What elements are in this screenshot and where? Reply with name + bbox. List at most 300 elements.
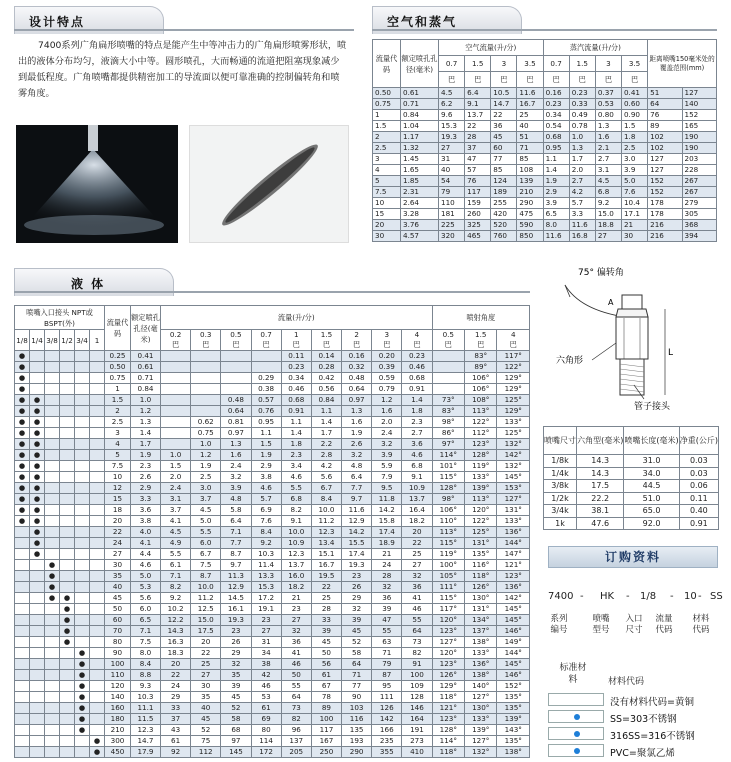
size-dot-cell xyxy=(15,549,30,560)
liquid-cell: 142° xyxy=(497,593,530,604)
liquid-cell: 19.3 xyxy=(342,560,372,571)
liquid-cell: 0.46 xyxy=(281,384,311,395)
size-dot-cell xyxy=(90,505,105,516)
liquid-cell: 6.7 xyxy=(311,483,341,494)
air-table-row xyxy=(373,198,717,209)
liquid-cell xyxy=(432,373,464,384)
size-dot-cell xyxy=(45,439,60,450)
liquid-cell: 1.1 xyxy=(311,406,341,417)
liquid-cell: 113° xyxy=(432,527,464,538)
air-cell: 0.34 xyxy=(543,110,569,121)
air-cell: 30 xyxy=(621,231,647,242)
order-code-part: - xyxy=(580,591,584,602)
liquid-cell: 7.1 xyxy=(131,626,161,637)
dim-a-label: A xyxy=(608,298,614,307)
air-cell: 1.6 xyxy=(595,132,621,143)
size-dot-cell: ● xyxy=(30,428,45,439)
liquid-cell: 136° xyxy=(465,659,497,670)
air-steam-table xyxy=(372,39,717,242)
size-dot-cell: ● xyxy=(75,670,90,681)
liq-angle-p-0 xyxy=(432,330,464,351)
air-cell: 89 xyxy=(648,121,682,132)
size-dot-cell: ● xyxy=(15,373,30,384)
size-dot-cell xyxy=(15,736,30,747)
air-title: 空气和蒸气 xyxy=(387,15,458,29)
air-cell: 465 xyxy=(465,231,491,242)
liquid-cell: 24 xyxy=(161,681,191,692)
liquid-cell: 113° xyxy=(465,406,497,417)
air-pressure-0: 0.7 xyxy=(439,56,465,72)
air-cell: 420 xyxy=(491,209,517,220)
liquid-cell: 5 xyxy=(105,450,131,461)
liquid-cell: 4.8 xyxy=(342,461,372,472)
air-cell: 108 xyxy=(517,165,543,176)
dim-cell: 3/4k xyxy=(544,505,577,518)
size-dot-cell xyxy=(75,615,90,626)
liquid-cell: 75 xyxy=(191,736,221,747)
material-code-label: 材料代码 xyxy=(608,677,645,687)
liquid-cell: 14.5 xyxy=(221,593,251,604)
liquid-cell: 37 xyxy=(161,714,191,725)
liquid-cell: 2.9 xyxy=(131,483,161,494)
liquid-cell: 3.4 xyxy=(281,461,311,472)
air-cell: 27 xyxy=(595,231,621,242)
liquid-table-row xyxy=(15,736,530,747)
size-dot-cell xyxy=(60,670,75,681)
air-cell: 1.7 xyxy=(569,154,595,165)
liquid-cell: 123° xyxy=(432,659,464,670)
std-material-label: 标准材料 xyxy=(559,663,587,685)
liquid-cell: 6.1 xyxy=(161,560,191,571)
air-cell: 255 xyxy=(491,198,517,209)
size-dot-cell xyxy=(45,637,60,648)
liquid-table-row xyxy=(15,505,530,516)
liquid-cell: 34 xyxy=(251,648,281,659)
liq-flow-p-val: 1.5 xyxy=(320,330,333,339)
size-dot-cell xyxy=(60,461,75,472)
order-code-label: 系列编号 xyxy=(550,614,568,635)
air-cell: 3.1 xyxy=(595,165,621,176)
size-dot-cell: ● xyxy=(75,681,90,692)
liquid-cell xyxy=(161,439,191,450)
air-cell: 1.5 xyxy=(373,121,401,132)
size-dot-cell: ● xyxy=(15,516,30,527)
size-dot-cell xyxy=(75,373,90,384)
liq-flow-p-unit: 巴 xyxy=(322,340,331,349)
liquid-cell xyxy=(432,351,464,362)
liquid-cell: 8.2 xyxy=(161,582,191,593)
liquid-table-row xyxy=(15,417,530,428)
size-dot-cell: ● xyxy=(15,406,30,417)
liquid-cell: 100 xyxy=(311,714,341,725)
size-dot-cell xyxy=(90,516,105,527)
air-cell: 190 xyxy=(682,143,717,154)
air-cell: 6.5 xyxy=(543,209,569,220)
liquid-cell: 25 xyxy=(402,549,432,560)
liquid-cell: 136° xyxy=(497,527,530,538)
air-cell: 0.41 xyxy=(621,88,647,99)
liquid-cell: 0.84 xyxy=(311,395,341,406)
liquid-cell: 10.0 xyxy=(191,582,221,593)
air-cell: 320 xyxy=(439,231,465,242)
air-cell: 140 xyxy=(682,99,717,110)
liquid-cell: 5.0 xyxy=(131,571,161,582)
liquid-cell: 129° xyxy=(432,681,464,692)
liquid-cell: 20 xyxy=(402,527,432,538)
liquid-cell: 355 xyxy=(372,747,402,758)
liquid-cell: 3.1 xyxy=(161,494,191,505)
liquid-cell: 146° xyxy=(497,670,530,681)
liquid-cell: 8.2 xyxy=(281,505,311,516)
liquid-cell: 2.4 xyxy=(372,428,402,439)
liquid-cell: 125° xyxy=(497,428,530,439)
air-cell: 520 xyxy=(491,220,517,231)
size-dot-cell xyxy=(60,549,75,560)
liquid-cell: 61 xyxy=(161,736,191,747)
air-table-row xyxy=(373,165,717,176)
liq-h-dia: 额定喷孔孔径(毫米) xyxy=(131,306,161,351)
liquid-cell: 18.9 xyxy=(372,538,402,549)
air-cell: 9.2 xyxy=(595,198,621,209)
air-cell: 0.80 xyxy=(595,110,621,121)
liq-angle-p-2 xyxy=(497,330,530,351)
size-dot-cell: ● xyxy=(15,395,30,406)
size-dot-cell xyxy=(75,593,90,604)
liquid-cell: 0.41 xyxy=(131,351,161,362)
liquid-cell: 6.0 xyxy=(131,604,161,615)
liquid-cell: 95 xyxy=(372,681,402,692)
size-dot-cell xyxy=(90,538,105,549)
size-dot-cell xyxy=(60,494,75,505)
liquid-cell: 1.4 xyxy=(281,428,311,439)
size-dot-cell xyxy=(90,692,105,703)
size-dot-cell xyxy=(45,538,60,549)
air-cell: 2.9 xyxy=(543,187,569,198)
air-cell: 228 xyxy=(682,165,717,176)
liquid-cell: 135° xyxy=(497,703,530,714)
liquid-cell: 118° xyxy=(432,692,464,703)
liquid-cell: 119° xyxy=(432,549,464,560)
air-table-row xyxy=(373,99,717,110)
liquid-cell: 8.4 xyxy=(131,659,161,670)
liquid-cell: 5.8 xyxy=(221,505,251,516)
size-dot-cell xyxy=(90,659,105,670)
liquid-cell: 133° xyxy=(465,648,497,659)
air-cell: 0.75 xyxy=(373,99,401,110)
liq-flow-p-val: 4 xyxy=(414,330,420,339)
liquid-cell: 111 xyxy=(372,692,402,703)
size-dot-cell xyxy=(60,725,75,736)
liquid-cell: 98° xyxy=(432,417,464,428)
liq-h-angle: 喷射角度 xyxy=(432,306,529,330)
air-cell: 203 xyxy=(682,154,717,165)
liquid-cell: 290 xyxy=(342,747,372,758)
liquid-cell: 0.79 xyxy=(372,384,402,395)
liquid-cell: 0.64 xyxy=(342,384,372,395)
liquid-cell: 0.68 xyxy=(402,373,432,384)
liq-angle-p-1 xyxy=(465,330,497,351)
size-dot-cell xyxy=(90,626,105,637)
liquid-cell: 114° xyxy=(432,736,464,747)
air-table-row xyxy=(373,187,717,198)
size-dot-cell xyxy=(45,747,60,758)
air-cell: 0.37 xyxy=(595,88,621,99)
liquid-cell: 0.59 xyxy=(372,373,402,384)
liquid-cell xyxy=(161,351,191,362)
liquid-cell: 5.5 xyxy=(281,483,311,494)
liquid-cell: 2.7 xyxy=(402,428,432,439)
liquid-title: 液 体 xyxy=(71,277,106,291)
size-dot-cell xyxy=(90,670,105,681)
order-code-part: 10 xyxy=(684,591,697,602)
size-dot-cell xyxy=(60,406,75,417)
size-dot-cell xyxy=(45,494,60,505)
liquid-cell: 0.76 xyxy=(251,406,281,417)
size-dot-cell xyxy=(60,571,75,582)
liquid-cell: 47 xyxy=(372,615,402,626)
liquid-cell: 123° xyxy=(432,714,464,725)
air-cell: 0.78 xyxy=(569,121,595,132)
dim-cell: 17.5 xyxy=(577,480,624,493)
air-unit-6: 巴 xyxy=(595,72,621,88)
liquid-cell: 7.5 xyxy=(105,461,131,472)
liq-size-1: 1/4 xyxy=(30,330,45,351)
dim-cell: 1/8k xyxy=(544,455,577,468)
size-dot-cell xyxy=(90,461,105,472)
air-cell: 2.5 xyxy=(373,143,401,154)
size-dot-cell xyxy=(90,560,105,571)
liquid-cell: 38 xyxy=(251,659,281,670)
liquid-table-row xyxy=(15,747,530,758)
liquid-cell: 127° xyxy=(432,637,464,648)
liquid-cell: 4 xyxy=(105,439,131,450)
size-dot-cell xyxy=(30,604,45,615)
size-dot-cell xyxy=(90,615,105,626)
liquid-cell: 0.34 xyxy=(281,373,311,384)
liquid-cell: 4.1 xyxy=(161,516,191,527)
liquid-cell: 127° xyxy=(497,494,530,505)
air-cell: 14.7 xyxy=(491,99,517,110)
air-cell: 40 xyxy=(517,121,543,132)
size-dot-cell: ● xyxy=(60,593,75,604)
size-dot-cell xyxy=(45,373,60,384)
size-dot-cell: ● xyxy=(60,637,75,648)
liquid-cell: 300 xyxy=(105,736,131,747)
size-dot-cell xyxy=(30,626,45,637)
size-dot-cell xyxy=(45,604,60,615)
liquid-cell: 133° xyxy=(497,516,530,527)
liquid-cell: 35 xyxy=(105,571,131,582)
liquid-cell: 1.7 xyxy=(131,439,161,450)
air-cell: 139 xyxy=(517,176,543,187)
liquid-cell: 3.2 xyxy=(342,450,372,461)
air-cell: 475 xyxy=(517,209,543,220)
air-cell: 10 xyxy=(373,198,401,209)
liq-flow-p-val: 3 xyxy=(384,330,390,339)
air-cell: 1.8 xyxy=(621,132,647,143)
size-dot-cell: ● xyxy=(15,461,30,472)
dim-header-row xyxy=(544,427,719,455)
liquid-cell: 6.0 xyxy=(191,538,221,549)
air-cell: 19.3 xyxy=(439,132,465,143)
liquid-cell: 1.9 xyxy=(342,428,372,439)
size-dot-cell: ● xyxy=(30,450,45,461)
liquid-cell: 35 xyxy=(221,670,251,681)
liquid-cell: 10 xyxy=(105,472,131,483)
liquid-cell: 19.1 xyxy=(251,604,281,615)
liq-flow-p-4 xyxy=(281,330,311,351)
liquid-cell: 128° xyxy=(432,483,464,494)
liquid-cell: 29 xyxy=(161,692,191,703)
size-dot-cell: ● xyxy=(15,494,30,505)
order-code-label: 材料代码 xyxy=(692,614,710,635)
liquid-cell: 0.75 xyxy=(191,428,221,439)
air-cell: 11.6 xyxy=(569,220,595,231)
air-cell: 1.3 xyxy=(569,143,595,154)
dim-cell: 0.40 xyxy=(679,505,718,518)
air-cell: 1.9 xyxy=(543,176,569,187)
size-dot-cell xyxy=(60,439,75,450)
spray-fan-image xyxy=(16,125,178,243)
air-cell: 0.71 xyxy=(401,99,439,110)
size-dot-cell xyxy=(30,681,45,692)
air-cell: 127 xyxy=(648,154,682,165)
liquid-cell: 131° xyxy=(465,538,497,549)
liquid-cell: 4.6 xyxy=(131,560,161,571)
dim-cell: 1/4k xyxy=(544,467,577,480)
liquid-cell: 1.4 xyxy=(311,417,341,428)
liquid-cell: 9.7 xyxy=(342,494,372,505)
air-cell: 0.49 xyxy=(569,110,595,121)
liquid-cell: 35 xyxy=(191,692,221,703)
liquid-cell: 17.4 xyxy=(342,549,372,560)
liquid-cell: 3.9 xyxy=(221,483,251,494)
liquid-cell: 30 xyxy=(105,560,131,571)
liquid-cell: 145° xyxy=(497,472,530,483)
liquid-cell: 100° xyxy=(432,560,464,571)
liquid-cell: 24 xyxy=(105,538,131,549)
air-cell: 1.17 xyxy=(401,132,439,143)
air-cell: 225 xyxy=(439,220,465,231)
dim-cell: 0.03 xyxy=(679,455,718,468)
liquid-cell: 4.6 xyxy=(251,483,281,494)
size-dot-cell xyxy=(90,494,105,505)
liquid-cell: 11.2 xyxy=(191,593,221,604)
liquid-cell: 0.38 xyxy=(251,384,281,395)
liquid-cell: 97 xyxy=(221,736,251,747)
liquid-cell: 9.1 xyxy=(281,516,311,527)
size-dot-cell xyxy=(45,527,60,538)
air-cell: 76 xyxy=(465,176,491,187)
liquid-table-row xyxy=(15,384,530,395)
liquid-cell: 4.5 xyxy=(161,527,191,538)
design-divider xyxy=(14,29,354,31)
order-code-part: 7400 xyxy=(548,591,574,602)
liquid-cell: 129° xyxy=(497,373,530,384)
size-dot-cell: ● xyxy=(15,483,30,494)
liquid-cell: 112 xyxy=(191,747,221,758)
liquid-cell: 12.9 xyxy=(342,516,372,527)
liquid-table-row xyxy=(15,703,530,714)
liquid-cell: 26 xyxy=(221,637,251,648)
liquid-cell: 106° xyxy=(465,384,497,395)
liquid-cell: 19.3 xyxy=(221,615,251,626)
liq-flow-p-val: 2 xyxy=(354,330,359,339)
size-dot-cell: ● xyxy=(30,549,45,560)
air-cell: 3.3 xyxy=(569,209,595,220)
air-cell: 22 xyxy=(491,110,517,121)
liquid-cell: 121° xyxy=(432,703,464,714)
size-dot-cell xyxy=(60,483,75,494)
size-dot-cell xyxy=(45,384,60,395)
size-dot-cell xyxy=(75,439,90,450)
liquid-cell: 1.6 xyxy=(372,406,402,417)
liquid-cell: 15 xyxy=(105,494,131,505)
material-std-box xyxy=(548,693,604,706)
liquid-cell xyxy=(191,384,221,395)
liq-flow-p-7 xyxy=(372,330,402,351)
liquid-cell: 91 xyxy=(402,659,432,670)
pipe-label: 管子接头 xyxy=(634,402,671,412)
liquid-cell: 106° xyxy=(465,373,497,384)
air-pressure-3: 3.5 xyxy=(517,56,543,72)
size-dot-cell xyxy=(15,670,30,681)
air-cell: 216 xyxy=(648,220,682,231)
liquid-cell: 39 xyxy=(342,615,372,626)
liquid-cell: 115° xyxy=(432,472,464,483)
liquid-cell: 3.2 xyxy=(372,439,402,450)
liquid-cell: 8.0 xyxy=(131,648,161,659)
liquid-cell: 123° xyxy=(432,626,464,637)
liquid-cell: 73° xyxy=(432,395,464,406)
liquid-cell: 55 xyxy=(372,626,402,637)
liquid-cell: 11.6 xyxy=(342,505,372,516)
liquid-cell: 11.5 xyxy=(131,714,161,725)
liquid-cell: 89° xyxy=(465,362,497,373)
liquid-cell: 28 xyxy=(372,571,402,582)
liquid-cell: 0.42 xyxy=(311,373,341,384)
dim-cell: 3/8k xyxy=(544,480,577,493)
liquid-cell: 13.7 xyxy=(281,560,311,571)
size-dot-cell xyxy=(60,538,75,549)
air-pressure-2: 3 xyxy=(491,56,517,72)
liquid-cell: 129° xyxy=(497,384,530,395)
liquid-cell: 15.0 xyxy=(191,615,221,626)
liquid-table-row xyxy=(15,461,530,472)
size-dot-cell xyxy=(60,417,75,428)
size-dot-cell xyxy=(15,659,30,670)
liquid-cell: 50 xyxy=(105,604,131,615)
liquid-cell: 146 xyxy=(402,703,432,714)
air-cell: 267 xyxy=(682,176,717,187)
air-cell: 45 xyxy=(491,132,517,143)
air-cell: 28 xyxy=(465,132,491,143)
liquid-cell: 11.2 xyxy=(311,516,341,527)
air-cell: 1.65 xyxy=(401,165,439,176)
liquid-cell: 1.5 xyxy=(161,461,191,472)
liquid-cell: 80 xyxy=(251,725,281,736)
liquid-cell: 5.5 xyxy=(191,527,221,538)
size-dot-cell: ● xyxy=(60,626,75,637)
liquid-cell: 58 xyxy=(342,648,372,659)
liquid-cell: 15.8 xyxy=(372,516,402,527)
liquid-cell: 89 xyxy=(311,703,341,714)
dim-row xyxy=(544,467,719,480)
liquid-cell: 43 xyxy=(161,725,191,736)
air-cell: 1.32 xyxy=(401,143,439,154)
liquid-table-row xyxy=(15,516,530,527)
liquid-cell: 1.5 xyxy=(105,395,131,406)
